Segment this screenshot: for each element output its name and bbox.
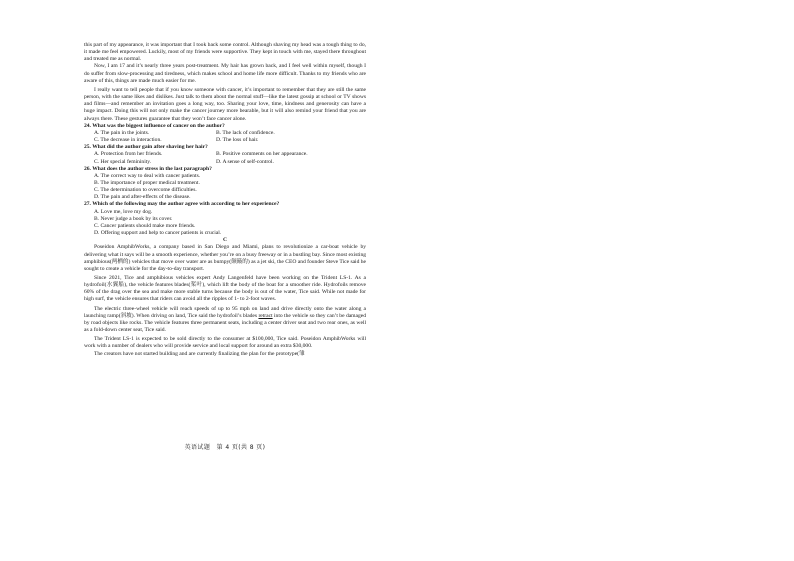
option-b: B. The importance of proper medical treatment.: [94, 179, 200, 186]
passage-b-paragraph-1: this part of my appearance, it was important that I took back some control. Although shaving my head was a tough thing to do, it made me feel empowered. Luckily, most of my friends were supportive. They kept in touch with me, stayed there throughout and treated me as normal.: [84, 42, 366, 63]
option-b: B. The lack of confidence.: [216, 129, 275, 136]
option-c: C. Cancer patients should make more friends.: [94, 222, 196, 229]
option-a: A. The pain in the joints.: [94, 129, 150, 136]
passage-c-paragraph-2: Since 2021, Tice and amphibious vehicles expert Andy Langenfeld have been working on the Trident LS-1. As a hydrofoil(水翼船), the vehicle features blades(桨叶), which lift the body of the boat for a smoother ride. Hydrofoils remove 60% of the drag over the sea and make more stable turns because the body is out of the water, Tice said. While not made for high surf, the vehicle ensures that riders can avoid all the ripples of 1- to 2-foot waves.: [84, 275, 366, 303]
passage-c-paragraph-4: The Trident LS-1 is expected to be sold directly to the consumer at $100,000, Tice said. Poseidon AmphibWorks will work with a number of dealers who will provide service and local support for around an extra $30,000.: [84, 336, 366, 350]
option-d: D. Offering support and help to cancer patients is crucial.: [94, 230, 222, 237]
option-b: B. Never judge a book by its cover.: [94, 215, 173, 222]
exam-page: [84, 42, 366, 358]
option-c: C. The determination to overcome difficulties.: [94, 187, 197, 194]
question-stem: 26. What does the author stress in the last paragraph?: [84, 165, 212, 172]
underlined-word: retract: [258, 312, 273, 319]
passage-c-paragraph-1: Poseidon AmphibWorks, a company based in San Diego and Miami, plans to revolutionize a car-boat vehicle by delivering what it says will be a smooth experience, whether you’re on a busy freeway or in a bustling bay. Since most existing amphibious(两栖的) vehicles that move over water are as bumpy(颠簸的) as a jet ski, the CEO and founder Steve Tice said he sought to create a vehicle for the day-to-day transport.: [84, 244, 366, 272]
option-b: B. Positive comments on her appearance.: [216, 151, 308, 158]
paragraph-text: into the vehicle so they can’t be damaged by road objects like rocks. The vehicle features three permanent seats, including a center driver seat and two rear ones, as well as a fold-down center seat, Tice said.: [84, 312, 366, 334]
option-c: C. Her special femininity.: [94, 158, 152, 165]
passage-c-paragraph-5: The creators have not started building and are currently finalizing the plan for the prototype(雏: [94, 350, 305, 357]
option-d: D. The pain and after-effects of the disease.: [94, 194, 191, 201]
question-27: [84, 201, 366, 237]
question-25: [84, 144, 366, 165]
question-26: [84, 166, 366, 202]
section-heading: C: [222, 237, 228, 244]
passage-c-paragraph-3: [84, 306, 366, 335]
option-d: D. A sense of self-control.: [216, 158, 274, 165]
question-stem: 25. What did the author gain after shaving her hair?: [84, 144, 208, 151]
option-c: C. The decrease in interaction.: [94, 137, 162, 144]
passage-b-paragraph-2: Now, I am 17 and it’s nearly three years post-treatment. My hair has grown back, and I feel well within myself, though I do suffer from slow-processing and tiredness, which makes school and home life more difficult. Thanks to my friends who are aware of this, things are made much easier for me.: [84, 63, 366, 84]
question-stem: 24. What was the biggest influence of cancer on the author?: [84, 122, 225, 129]
option-d: D. The loss of hair.: [216, 137, 259, 144]
question-stem: 27. Which of the following may the author agree with according to her experience?: [84, 201, 280, 208]
passage-b-paragraph-3: I really want to tell people that if you know someone with cancer, it’s important to remember that they are still the same person, with the same likes and dislikes. Just talk to them about the normal stuff—like the latest gossip at school or TV shows and films—and remember an invitation goes a long way, too. Sharing your love, time, kindness and generosity can have a huge impact. Doing this will not only make the cancer journey more bearable, but it will also remind your friend that you are always there. These gestures guarantee that they won’t face cancer alone.: [84, 86, 366, 122]
option-a: A. The correct way to deal with cancer patients.: [94, 172, 201, 179]
option-a: A. Protection from her friends.: [94, 151, 163, 158]
paragraph-text: The electric three-wheel vehicle will reach speeds of up to 95 mph on land and drive directly onto the water along a launching ramp(斜坡). When driving on land, Tice said the hydrofoil’s blades: [84, 305, 366, 319]
option-a: A. Love me, love my dog.: [94, 208, 153, 215]
question-24: [84, 123, 366, 144]
page-footer: 英语试题 第 4 页(共 8 页): [184, 444, 266, 451]
